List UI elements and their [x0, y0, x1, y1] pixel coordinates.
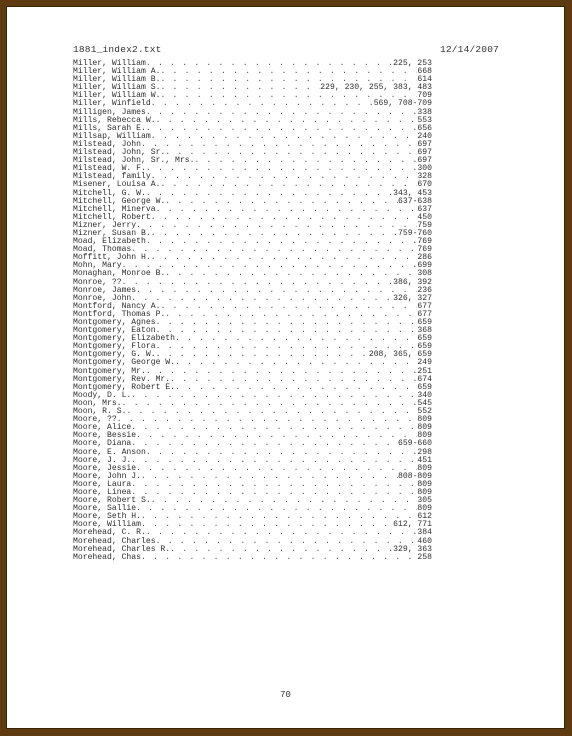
entry-name: Morehead, Chas: [73, 552, 141, 562]
entry-pages: 240: [417, 131, 432, 141]
entry-pages: 251: [417, 366, 432, 376]
dot-leader: [170, 376, 417, 384]
entry-pages: 659: [417, 318, 432, 327]
entry-name: Monroe, ??: [73, 277, 122, 287]
entry-name: Montgomery, Mr.: [73, 366, 146, 376]
entry-pages: 450: [417, 212, 432, 222]
dot-leader: [146, 165, 418, 173]
entry-name: Mitchell, George W.: [73, 196, 166, 206]
dot-leader: [156, 538, 418, 546]
dot-leader: [175, 335, 417, 343]
entry-pages: 709: [417, 91, 432, 101]
entry-name: Moon, R. S.: [73, 407, 127, 417]
entry-name: Miller, William B.: [73, 75, 161, 85]
entry-name: Moore, E. Anson: [73, 447, 146, 457]
dot-leader: [122, 279, 394, 287]
dot-leader: [122, 400, 418, 408]
entry-pages: 656: [417, 123, 432, 133]
entry-name: Morehead, C. R.: [73, 528, 146, 538]
entry-name: Montgomery, Flora: [73, 342, 156, 352]
dot-leader: [151, 254, 418, 262]
entry-name: Mizner, Susan B.: [73, 228, 151, 238]
entry-name: Moad, Thomas: [73, 245, 132, 255]
dot-leader: [165, 311, 417, 319]
entry-pages: 225, 253: [393, 59, 432, 68]
entry-name: Miller, William S.: [73, 83, 161, 93]
entry-pages: 343, 453: [393, 188, 432, 198]
entry-name: Moore, John J.: [73, 471, 141, 481]
entry-pages: 340: [417, 390, 432, 400]
entry-name: Moore, Seth H.: [73, 512, 141, 522]
entry-name: Montgomery, George W.: [73, 358, 175, 368]
entry-pages: 460: [417, 536, 432, 546]
dot-leader: [141, 141, 417, 149]
dot-leader: [146, 238, 418, 246]
dot-leader: [146, 529, 418, 537]
entry-pages: 809: [417, 423, 432, 433]
dot-leader: [160, 181, 417, 189]
entry-name: Mitchell, Robert: [73, 212, 151, 222]
entry-pages: 386, 392: [393, 277, 432, 287]
dot-leader: [141, 513, 417, 521]
entry-pages: 670: [417, 180, 432, 190]
print-date: 12/14/2007: [439, 44, 499, 55]
entry-pages: 326, 327: [393, 293, 432, 303]
entry-name: Mills, Rebecca W.: [73, 115, 156, 125]
entry-name: Moody, D. L.: [73, 390, 132, 400]
index-entry: [73, 254, 432, 262]
entry-name: Mizner, Jerry: [73, 220, 137, 230]
index-entry: [73, 408, 432, 416]
dot-leader: [136, 287, 417, 295]
entry-pages: 328: [417, 172, 432, 182]
document-page: [6, 6, 565, 729]
entry-name: Montgomery, Rev. Mr.: [73, 374, 171, 384]
entry-name: Montford, Nancy A.: [73, 301, 161, 311]
dot-leader: [141, 554, 417, 562]
entry-name: Miller, William: [73, 59, 146, 68]
dot-leader: [156, 327, 418, 335]
entry-name: Montford, Thomas P.: [73, 309, 166, 319]
entry-pages: 659-660: [398, 439, 432, 449]
dot-leader: [165, 149, 417, 157]
dot-leader: [146, 125, 418, 133]
entry-name: Mills, Sarah E.: [73, 123, 146, 133]
entry-pages: 236: [417, 285, 432, 295]
entry-pages: 308: [417, 269, 432, 279]
entry-name: Moore, Laura: [73, 479, 132, 489]
entry-pages: 808-809: [398, 471, 432, 481]
dot-leader: [156, 117, 418, 125]
entry-pages: 305: [417, 496, 432, 506]
entry-pages: 668: [417, 67, 432, 77]
entry-pages: 769: [417, 237, 432, 247]
entry-pages: 545: [417, 398, 432, 408]
entry-pages: 809: [417, 479, 432, 489]
entry-name: Mitchell, Minerva: [73, 204, 156, 214]
dot-leader: [160, 303, 417, 311]
entry-pages: 553: [417, 115, 432, 125]
entry-pages: 329, 363: [393, 544, 432, 554]
entry-pages: 809: [417, 463, 432, 473]
file-name: 1881_index2.txt: [73, 44, 162, 55]
dot-leader: [146, 449, 418, 457]
dot-leader: [131, 392, 417, 400]
entry-pages: 809: [417, 415, 432, 425]
entry-pages: 614: [417, 75, 432, 85]
entry-name: Monaghan, Monroe B.: [73, 269, 166, 279]
entry-pages: 612: [417, 512, 432, 522]
dot-leader: [131, 295, 393, 303]
entry-name: Moore, ??: [73, 415, 117, 425]
dot-leader: [151, 497, 418, 505]
entry-pages: 697: [417, 139, 432, 149]
dot-leader: [151, 100, 374, 108]
entry-name: Milstead, W. F.: [73, 164, 146, 174]
dot-leader: [170, 546, 393, 554]
entry-name: Milstead, family: [73, 172, 151, 182]
dot-leader: [146, 190, 393, 198]
entry-name: Miller, Winfield: [73, 99, 151, 109]
dot-leader: [136, 432, 417, 440]
entry-pages: 208, 365, 659: [368, 350, 432, 360]
dot-leader: [136, 222, 417, 230]
index-entry: [73, 554, 432, 562]
entry-pages: 258: [417, 552, 432, 562]
dot-leader: [122, 262, 418, 270]
entry-pages: 759-760: [398, 228, 432, 238]
entry-name: Miller, William A.: [73, 67, 161, 77]
entry-pages: 286: [417, 253, 432, 263]
entry-pages: 659: [417, 334, 432, 344]
dot-leader: [175, 359, 417, 367]
dot-leader: [175, 384, 417, 392]
dot-leader: [160, 84, 320, 92]
dot-leader: [151, 173, 418, 181]
entry-pages: 697: [417, 148, 432, 158]
dot-leader: [151, 230, 398, 238]
entry-name: Montgomery, G. W.: [73, 350, 156, 360]
dot-leader: [136, 465, 417, 473]
entry-pages: 451: [417, 455, 432, 465]
dot-leader: [165, 198, 398, 206]
dot-leader: [156, 206, 418, 214]
entry-name: Morehead, Charles R.: [73, 544, 171, 554]
entry-pages: 229, 230, 255, 383, 483: [320, 83, 432, 93]
entry-pages: 384: [417, 528, 432, 538]
entry-pages: 759: [417, 220, 432, 230]
index-entry: [73, 400, 432, 408]
entry-name: Moore, Diana: [73, 439, 132, 449]
dot-leader: [131, 424, 417, 432]
dot-leader: [165, 270, 417, 278]
entry-pages: 552: [417, 407, 432, 417]
dot-leader: [117, 416, 418, 424]
dot-leader: [151, 214, 418, 222]
entry-name: Moad, Elizabeth: [73, 237, 146, 247]
entry-pages: 300: [417, 164, 432, 174]
entry-name: Misener, Louisa A.: [73, 180, 161, 190]
entry-pages: 674: [417, 374, 432, 384]
entry-pages: 677: [417, 301, 432, 311]
entry-name: Moore, Alice: [73, 423, 132, 433]
dot-leader: [131, 489, 417, 497]
entry-name: Monroe, John: [73, 293, 132, 303]
index-entry: [73, 270, 432, 278]
entry-name: Miller, William W.: [73, 91, 161, 101]
entry-name: Morehead, Charles: [73, 536, 156, 546]
entry-pages: 699: [417, 261, 432, 271]
dot-leader: [146, 60, 393, 68]
entry-name: Milstead, John, Sr., Mrs.: [73, 156, 195, 166]
entry-name: Moon, Mrs.: [73, 398, 122, 408]
entry-name: Millsap, William: [73, 131, 151, 141]
dot-leader: [141, 521, 393, 529]
entry-pages: 809: [417, 431, 432, 441]
entry-pages: 637: [417, 204, 432, 214]
dot-leader: [131, 246, 417, 254]
dot-leader: [136, 505, 417, 513]
entry-pages: 637-638: [398, 196, 432, 206]
entry-pages: 569, 708-709: [373, 99, 432, 109]
entry-name: Moore, William: [73, 520, 141, 530]
entry-pages: 809: [417, 504, 432, 514]
entry-name: Montgomery, Robert E.: [73, 382, 175, 392]
dot-leader: [194, 157, 417, 165]
dot-leader: [131, 440, 398, 448]
entry-name: Milstead, John, Sr.: [73, 148, 166, 158]
dot-leader: [131, 457, 417, 465]
dot-leader: [160, 68, 417, 76]
dot-leader: [146, 109, 418, 117]
page-number: 70: [280, 690, 291, 700]
entry-name: Moore, Linea: [73, 487, 132, 497]
entry-name: Moore, Sallie: [73, 504, 137, 514]
entry-name: Moore, Bessie: [73, 431, 137, 441]
entry-pages: 769: [417, 245, 432, 255]
index-list: [73, 60, 432, 562]
entry-pages: 338: [417, 107, 432, 117]
dot-leader: [146, 368, 418, 376]
dot-leader: [126, 408, 417, 416]
entry-pages: 697: [417, 156, 432, 166]
dot-leader: [156, 319, 418, 327]
entry-pages: 368: [417, 326, 432, 336]
dot-leader: [131, 481, 417, 489]
entry-name: Mitchell, G. W.: [73, 188, 146, 198]
entry-pages: 298: [417, 447, 432, 457]
entry-name: Moore, J. J.: [73, 455, 132, 465]
entry-name: Milstead, John: [73, 139, 141, 149]
entry-name: Montgomery, Agnes: [73, 318, 156, 327]
entry-pages: 659: [417, 382, 432, 392]
entry-name: Milligen, James: [73, 107, 146, 117]
entry-name: Monroe, James: [73, 285, 137, 295]
entry-pages: 249: [417, 358, 432, 368]
entry-name: Montgomery, Eaton: [73, 326, 156, 336]
entry-name: Moore, Jessie: [73, 463, 137, 473]
entry-pages: 809: [417, 487, 432, 497]
entry-pages: 659: [417, 342, 432, 352]
entry-pages: 677: [417, 309, 432, 319]
entry-name: Moffitt, John H.: [73, 253, 151, 263]
dot-leader: [141, 473, 398, 481]
dot-leader: [156, 351, 369, 359]
entry-name: Mohn, Mary: [73, 261, 122, 271]
dot-leader: [151, 133, 418, 141]
entry-name: Moore, Robert S.: [73, 496, 151, 506]
entry-name: Montgomery, Elizabeth: [73, 334, 175, 344]
entry-pages: 612, 771: [393, 520, 432, 530]
index-entry: [73, 392, 432, 400]
